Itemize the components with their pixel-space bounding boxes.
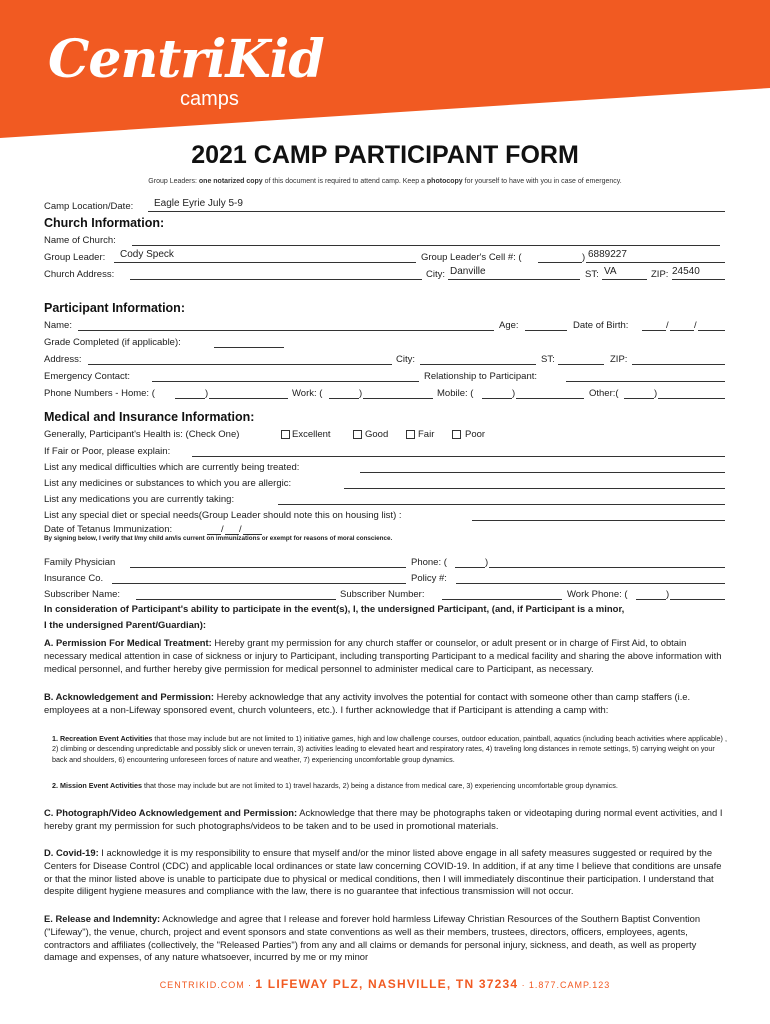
- participant-state-field[interactable]: [558, 364, 604, 365]
- emergency-contact-label: Emergency Contact:: [44, 371, 131, 382]
- covid-heading: D. Covid-19:: [44, 847, 99, 858]
- group-leader-row: [44, 251, 725, 265]
- church-state-label: ST:: [585, 269, 599, 280]
- special-diet-field[interactable]: [472, 520, 725, 521]
- church-address-field[interactable]: [130, 279, 422, 280]
- header-banner: [0, 0, 770, 140]
- special-diet-row: [44, 509, 725, 523]
- church-name-row: [44, 234, 725, 248]
- participant-info-heading: Participant Information:: [44, 301, 185, 315]
- medical-difficulties-row: [44, 461, 725, 475]
- church-name-label: Name of Church:: [44, 235, 116, 246]
- home-phone-label: Phone Numbers - Home: (: [44, 388, 155, 399]
- footer-separator: ·: [521, 980, 526, 990]
- medical-difficulties-field[interactable]: [360, 472, 725, 473]
- leader-cell-paren: ): [582, 252, 586, 263]
- page-footer: [0, 977, 770, 992]
- excellent-checkbox[interactable]: [281, 430, 290, 439]
- release-indemnity-heading: E. Release and Indemnity:: [44, 913, 161, 924]
- subscriber-work-phone-label: Work Phone: (: [567, 589, 628, 600]
- subscriber-name-field[interactable]: [136, 599, 336, 600]
- group-leader-label: Group Leader:: [44, 252, 106, 263]
- dob-separator: /: [666, 320, 669, 331]
- mission-activities-text: that those may include but are not limited to 1) travel hazards, 2) being a distance from medical care, 3) experiencing uncomfortable group dynamics.: [142, 781, 618, 790]
- centrikid-logo: [48, 29, 324, 120]
- mobile-phone-label: Mobile: (: [437, 388, 474, 399]
- dob-year-field[interactable]: [698, 330, 725, 331]
- emergency-contact-row: [44, 370, 725, 384]
- mobile-phone-paren: ): [512, 388, 516, 399]
- church-info-heading: Church Information:: [44, 216, 165, 230]
- camp-location-row: [44, 200, 725, 214]
- immunization-note: By signing below, I verify that I/my child am/is current on immunizations or exempt for reasons of moral conscience.: [44, 535, 393, 542]
- photo-video-text: Acknowledge that there may be photographs taken or videotaping during normal event activities, and I hereby grant my permission for such photographs/videos to be taken and to be used in promotional materials.: [44, 807, 723, 831]
- release-indemnity-text: Acknowledge and agree that I release and forever hold harmless Lifeway Christian Resources of the Southern Baptist Convention ("Lifeway"), the venue, church, project and event sponsors and state conventions as well as their members, trustees, directors, officers, employees, agents, contractors and affiliates (collectively, the "Released Parties") from any and all claims or demands for personal injury, sickness, and death, as well as property damage and expenses, of any nature whatsoever, incurred by me or my minor: [44, 913, 701, 963]
- camp-location-field[interactable]: [148, 211, 725, 212]
- physician-phone-paren: ): [485, 557, 489, 568]
- work-phone-area-field[interactable]: [329, 398, 359, 399]
- health-status-label: Generally, Participant's Health is: (Check One): [44, 429, 240, 440]
- tetanus-label: Date of Tetanus Immunization:: [44, 524, 173, 535]
- dob-day-field[interactable]: [670, 330, 694, 331]
- medications-field[interactable]: [278, 504, 725, 505]
- participant-zip-field[interactable]: [632, 364, 725, 365]
- participant-city-field[interactable]: [420, 364, 536, 365]
- participant-zip-label: ZIP:: [610, 354, 628, 365]
- insurance-row: [44, 572, 725, 586]
- subscriber-work-phone-area-field[interactable]: [636, 599, 666, 600]
- instructions-part: Group Leaders:: [148, 178, 199, 185]
- footer-separator: ·: [248, 980, 253, 990]
- acknowledgement-text: Hereby acknowledge that any activity involves the potential for contact with someone other than camp staffers (i.e. employees at a non-Lifeway sponsored event, church volunteers, etc.). I further acknowledge that if Participant is attending a camp with:: [44, 691, 691, 715]
- participant-city-label: City:: [396, 354, 415, 365]
- footer-website: CENTRIKID.COM: [159, 980, 245, 990]
- home-phone-area-field[interactable]: [175, 398, 205, 399]
- church-state-value: VA: [604, 266, 617, 277]
- other-phone-field[interactable]: [658, 398, 725, 399]
- special-diet-label: List any special diet or special needs(Group Leader should note this on housing list) :: [44, 510, 402, 521]
- church-zip-label: ZIP:: [651, 269, 669, 280]
- footer-phone: 1.877.CAMP.123: [528, 980, 611, 990]
- church-name-field[interactable]: [132, 245, 720, 246]
- participant-dob-label: Date of Birth:: [573, 320, 629, 331]
- fair-poor-row: [44, 445, 725, 459]
- good-label: Good: [365, 429, 389, 440]
- release-indemnity-paragraph: [44, 913, 729, 964]
- dob-separator: /: [694, 320, 697, 331]
- leader-cell-field[interactable]: [586, 262, 725, 263]
- subscriber-work-phone-paren: ): [666, 589, 670, 600]
- photo-video-paragraph: [44, 807, 729, 833]
- good-checkbox[interactable]: [353, 430, 362, 439]
- tetanus-separator: /: [239, 524, 242, 535]
- instructions-part: of this document is required to attend camp. Keep a: [262, 178, 427, 185]
- physician-label: Family Physician: [44, 557, 116, 568]
- church-city-field[interactable]: [448, 279, 580, 280]
- mission-activities-heading: 2. Mission Event Activities: [52, 781, 143, 790]
- fair-poor-label: If Fair or Poor, please explain:: [44, 446, 171, 457]
- grade-row: [44, 336, 725, 350]
- phone-numbers-row: [44, 387, 725, 401]
- poor-label: Poor: [465, 429, 486, 440]
- recreation-activities-text: that those may include but are not limited to 1) initiative games, high and low challenge courses, outdoor education, paintball, aquatics (including beach activities where applicable) , 2) climbing or descending unpredictable and possibly slick or uneven terrain, 3) activities leading to elevated heart and respiratory rates, 4) traveling long distances in remote settings, 5) carrying weight on your back and shoulders, 6) encountering unforeseen forces of nature and weather, 7) experiencing uncomfortable group dynamics.: [52, 734, 727, 764]
- mission-activities-paragraph: [52, 781, 728, 791]
- mobile-phone-area-field[interactable]: [482, 398, 512, 399]
- footer-address: 1 LIFEWAY PLZ, NASHVILLE, TN 37234: [255, 977, 519, 991]
- leader-cell-label: Group Leader's Cell #: (: [421, 252, 522, 263]
- medical-difficulties-label: List any medical difficulties which are currently being treated:: [44, 462, 300, 473]
- church-zip-field[interactable]: [672, 279, 725, 280]
- participant-name-label: Name:: [44, 320, 72, 331]
- participant-age-label: Age:: [499, 320, 519, 331]
- subscriber-name-label: Subscriber Name:: [44, 589, 121, 600]
- participant-state-label: ST:: [541, 354, 555, 365]
- medical-permission-heading: A. Permission For Medical Treatment:: [44, 637, 212, 648]
- recreation-activities-paragraph: [52, 734, 728, 765]
- participant-age-field[interactable]: [525, 330, 567, 331]
- tetanus-separator: /: [221, 524, 224, 535]
- other-phone-label: Other:(: [589, 388, 619, 399]
- church-zip-value: 24540: [672, 266, 700, 277]
- form-title: 2021 CAMP PARTICIPANT FORM: [191, 141, 579, 169]
- policy-field[interactable]: [456, 583, 725, 584]
- church-state-field[interactable]: [602, 279, 647, 280]
- physician-phone-area-field[interactable]: [455, 567, 485, 568]
- work-phone-paren: ): [359, 388, 363, 399]
- acknowledgement-heading: B. Acknowledgement and Permission:: [44, 691, 214, 702]
- allergies-row: [44, 477, 725, 491]
- health-status-row: [44, 428, 725, 442]
- acknowledgement-paragraph: [44, 691, 729, 717]
- photo-video-heading: C. Photograph/Video Acknowledgement and Permission:: [44, 807, 298, 818]
- other-phone-area-field[interactable]: [624, 398, 654, 399]
- policy-label: Policy #:: [411, 573, 447, 584]
- camp-location-label: Camp Location/Date:: [44, 201, 134, 212]
- allergies-field[interactable]: [344, 488, 725, 489]
- grade-label: Grade Completed (if applicable):: [44, 337, 181, 348]
- medications-row: [44, 493, 725, 507]
- subscriber-work-phone-field[interactable]: [670, 599, 725, 600]
- subscriber-row: [44, 588, 725, 602]
- other-phone-paren: ): [654, 388, 658, 399]
- allergies-label: List any medicines or substances to which you are allergic:: [44, 478, 292, 489]
- excellent-label: Excellent: [292, 429, 331, 440]
- leader-cell-value: 6889227: [588, 249, 627, 260]
- grade-field[interactable]: [214, 347, 284, 348]
- instructions-emphasis: one notarized copy: [198, 178, 263, 185]
- physician-phone-field[interactable]: [489, 567, 725, 568]
- mobile-phone-field[interactable]: [516, 398, 584, 399]
- participant-address-label: Address:: [44, 354, 82, 365]
- physician-field[interactable]: [130, 567, 406, 568]
- medical-permission-paragraph: [44, 637, 729, 675]
- home-phone-paren: ): [205, 388, 209, 399]
- group-leader-field[interactable]: [114, 262, 416, 263]
- participant-address-field[interactable]: [88, 364, 392, 365]
- consideration-line-1: In consideration of Participant's ability to participate in the event(s), I, the undersigned Participant, (and, if Participant is a minor,: [44, 604, 625, 615]
- covid-paragraph: [44, 847, 729, 898]
- subscriber-number-field[interactable]: [442, 599, 562, 600]
- leader-cell-area-field[interactable]: [538, 262, 582, 263]
- participant-name-row: [44, 319, 725, 333]
- medical-permission-text: Hereby grant my permission for any church staffer or counselor, or adult present or in charge of First Aid, to obtain necessary medical attention in case of sickness or injury to Participant, including transporting Participant to a medical facility and sharing the above information with medical personnel, and further hereby give permission for medical personnel to administer medical care to Participant, as necessary.: [44, 637, 722, 674]
- church-city-label: City:: [426, 269, 445, 280]
- church-address-row: [44, 268, 725, 282]
- fair-checkbox[interactable]: [406, 430, 415, 439]
- medical-info-heading: Medical and Insurance Information:: [44, 410, 255, 424]
- physician-row: [44, 556, 725, 570]
- home-phone-field[interactable]: [209, 398, 288, 399]
- emergency-contact-field[interactable]: [152, 381, 419, 382]
- instructions-emphasis: photocopy: [426, 178, 463, 185]
- relationship-label: Relationship to Participant:: [424, 371, 538, 382]
- logo-subtext: camps: [180, 88, 239, 110]
- work-phone-label: Work: (: [292, 388, 323, 399]
- instructions-part: for yourself to have with you in case of emergency.: [462, 178, 622, 185]
- form-instructions: [0, 177, 770, 187]
- participant-name-field[interactable]: [78, 330, 494, 331]
- medications-label: List any medications you are currently taking:: [44, 494, 235, 505]
- fair-poor-field[interactable]: [192, 456, 725, 457]
- insurance-label: Insurance Co.: [44, 573, 104, 584]
- relationship-field[interactable]: [566, 381, 725, 382]
- church-city-value: Danville: [450, 266, 486, 277]
- subscriber-number-label: Subscriber Number:: [340, 589, 425, 600]
- church-address-label: Church Address:: [44, 269, 115, 280]
- logo-wordmark: CentriKid: [48, 29, 324, 90]
- fair-label: Fair: [418, 429, 435, 440]
- insurance-field[interactable]: [112, 583, 406, 584]
- camp-location-value: Eagle Eyrie July 5-9: [154, 198, 243, 209]
- work-phone-field[interactable]: [363, 398, 433, 399]
- dob-month-field[interactable]: [642, 330, 666, 331]
- participant-address-row: [44, 353, 725, 367]
- covid-text: I acknowledge it is my responsibility to ensure that myself and/or the minor listed above engage in all safety measures suggested or required by the Centers for Disease Control (CDC) and applicable local ordinances or state law concerning COVID-19. In addition, if at any time I believe that conditions are unsafe or that the minor listed above is unable to participate due to physical or medical conditions, then I will immediately discontinue their participation. I understand that despite diligent hygiene measures and compliance with the law, there is no guarantee that infectious transmission will not occur.: [44, 847, 722, 897]
- poor-checkbox[interactable]: [452, 430, 461, 439]
- physician-phone-label: Phone: (: [411, 557, 447, 568]
- group-leader-value: Cody Speck: [120, 249, 174, 260]
- recreation-activities-heading: 1. Recreation Event Activities: [52, 734, 153, 743]
- consideration-line-2: I the undersigned Parent/Guardian):: [44, 620, 207, 631]
